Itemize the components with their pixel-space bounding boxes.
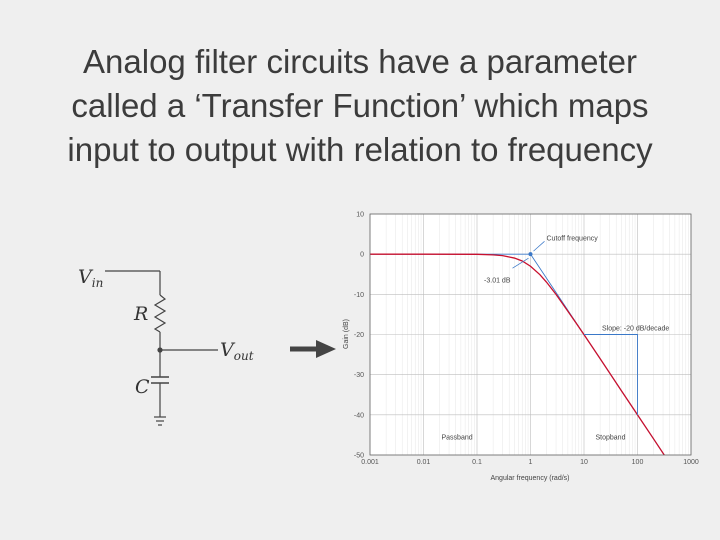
chart-annotation: Stopband (595, 434, 626, 442)
capacitor-label: C (135, 376, 150, 398)
resistor-label: R (134, 303, 149, 325)
x-tick-label: 0.001 (361, 459, 379, 466)
slide-title (0, 40, 720, 172)
vin-label: $V_{in}$ (78, 266, 104, 290)
title-line-3: input to output with relation to frequency (67, 131, 653, 168)
y-axis-label: Gain (dB) (343, 319, 350, 349)
vout-label: $V_{out}$ (220, 339, 254, 363)
x-tick-label: 100 (631, 459, 644, 466)
rc-circuit-diagram (60, 240, 270, 440)
ground-icon (154, 417, 166, 425)
y-tick-label: -10 (353, 291, 364, 299)
x-tick-label: 10 (580, 459, 588, 466)
title-line-2: called a ‘Transfer Function’ which maps (71, 87, 649, 124)
y-tick-label: -40 (353, 412, 364, 420)
y-tick-label: -30 (353, 372, 364, 380)
y-tick-label: -50 (353, 452, 364, 460)
chart-annotation: -3.01 dB (484, 277, 511, 285)
bode-plot (330, 200, 710, 490)
y-tick-label: 0 (360, 251, 364, 259)
chart-annotation: Slope: -20 dB/decade (602, 325, 670, 333)
title-line-1: Analog filter circuits have a parameter (83, 43, 637, 80)
x-tick-label: 1000 (683, 459, 699, 466)
resistor-icon (155, 295, 165, 332)
x-tick-label: 1 (528, 459, 533, 466)
chart-annotation: Passband (441, 434, 473, 442)
x-tick-label: 0.1 (472, 459, 482, 466)
x-axis-label: Angular frequency (rad/s) (490, 475, 570, 482)
y-tick-label: 10 (356, 211, 364, 219)
cutoff-marker (529, 252, 533, 256)
chart-annotation: Cutoff frequency (546, 235, 598, 243)
x-tick-label: 0.01 (416, 459, 431, 466)
y-tick-label: -20 (353, 332, 364, 339)
